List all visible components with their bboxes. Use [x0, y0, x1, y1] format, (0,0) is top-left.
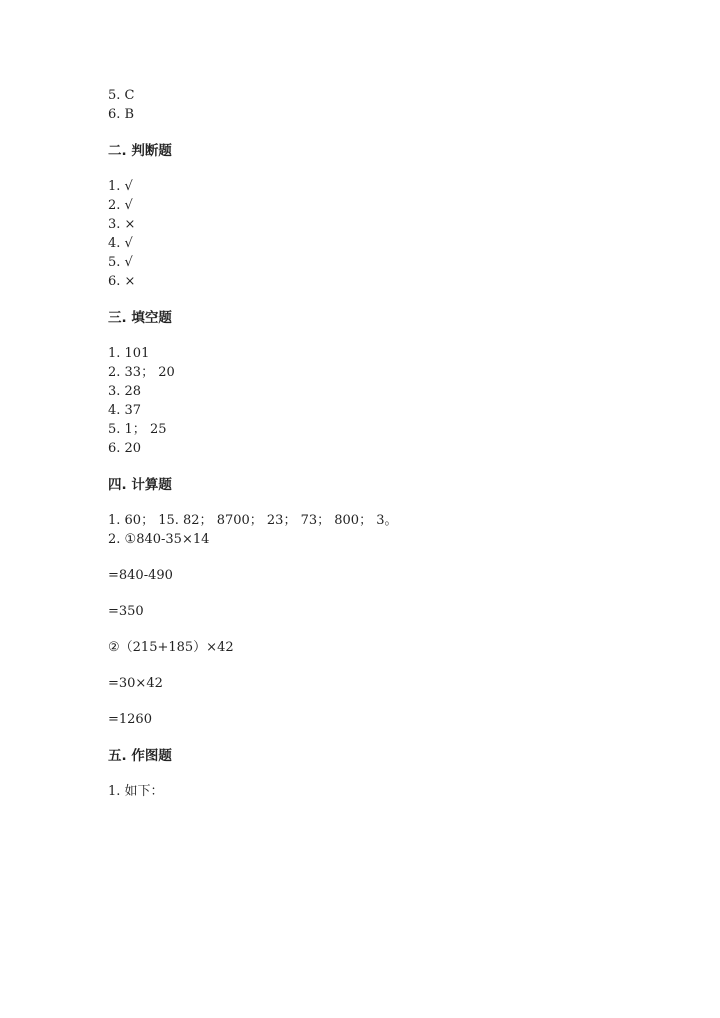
- answer-line: 2. √: [108, 198, 133, 213]
- answer-sheet-page: [108, 86, 628, 801]
- answer-line: 5. √: [108, 255, 133, 270]
- section-fill-blank: [108, 308, 628, 458]
- answer-line: 6. B: [108, 107, 135, 122]
- answer-line: 1. 如下：: [108, 784, 164, 799]
- calc-step: =840-490: [108, 568, 173, 583]
- answer-line: 1. 101: [108, 346, 150, 361]
- section-calculation: [108, 475, 628, 729]
- answer-line: 4. 37: [108, 403, 142, 418]
- section-true-false: [108, 141, 628, 291]
- calc-step: ②（215+185）×42: [108, 640, 234, 655]
- section1-answers: [108, 86, 628, 124]
- answer-line: 1. 60； 15. 82； 8700； 23； 73； 800； 3。: [108, 513, 398, 528]
- answer-line: 3. 28: [108, 384, 142, 399]
- answer-line: 1. √: [108, 179, 133, 194]
- section-drawing: [108, 746, 628, 801]
- section-heading: 四. 计算题: [108, 477, 172, 493]
- answer-line: 5. 1； 25: [108, 422, 167, 437]
- calc-step: =1260: [108, 712, 152, 727]
- answer-line: 6. ×: [108, 274, 136, 289]
- calc-step: =350: [108, 604, 144, 619]
- calc-step: =30×42: [108, 676, 163, 691]
- answer-line: 6. 20: [108, 441, 142, 456]
- answer-line: 2. 33； 20: [108, 365, 175, 380]
- answer-line: 5. C: [108, 88, 135, 103]
- answer-line: 3. ×: [108, 217, 136, 232]
- section-heading: 三. 填空题: [108, 310, 172, 326]
- section-heading: 五. 作图题: [108, 748, 172, 764]
- answer-line: 2. ①840-35×14: [108, 532, 210, 547]
- section-heading: 二. 判断题: [108, 143, 172, 159]
- answer-line: 4. √: [108, 236, 133, 251]
